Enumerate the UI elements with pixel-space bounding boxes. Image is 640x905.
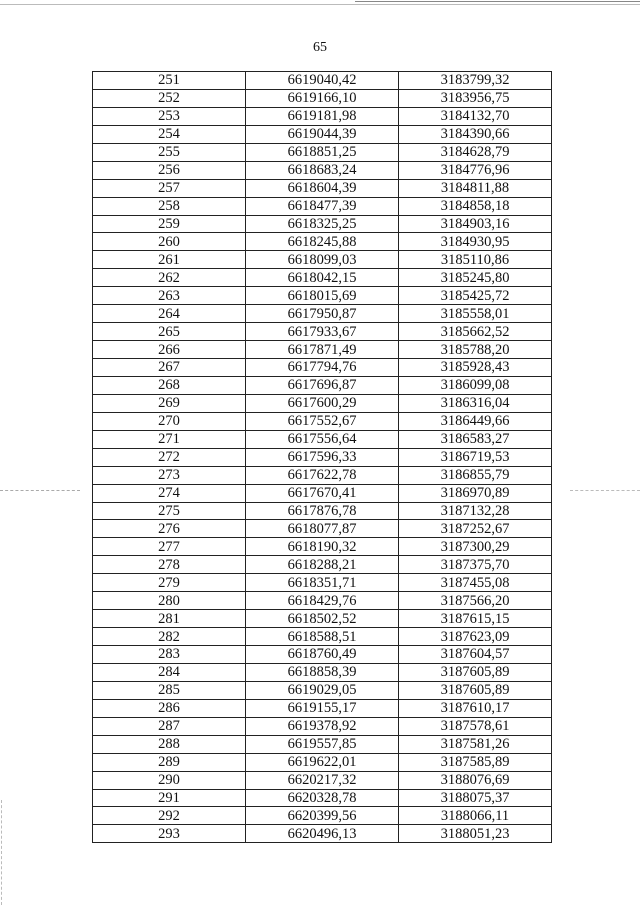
point-number-cell: 254 (93, 125, 246, 143)
table-row (93, 161, 552, 179)
y-coordinate-cell: 3185558,01 (399, 305, 552, 323)
scan-artifact-right (570, 490, 640, 492)
x-coordinate-cell: 6617871,49 (246, 341, 399, 359)
y-coordinate-cell: 3187615,15 (399, 610, 552, 628)
point-number-cell: 265 (93, 323, 246, 341)
table-row (93, 341, 552, 359)
point-number-cell: 255 (93, 143, 246, 161)
y-coordinate-cell: 3184776,96 (399, 161, 552, 179)
point-number-cell: 268 (93, 376, 246, 394)
x-coordinate-cell: 6618760,49 (246, 646, 399, 664)
y-coordinate-cell: 3187605,89 (399, 663, 552, 681)
x-coordinate-cell: 6618683,24 (246, 161, 399, 179)
x-coordinate-cell: 6617696,87 (246, 376, 399, 394)
y-coordinate-cell: 3186099,08 (399, 376, 552, 394)
y-coordinate-cell: 3184811,88 (399, 179, 552, 197)
table-row (93, 430, 552, 448)
point-number-cell: 272 (93, 448, 246, 466)
y-coordinate-cell: 3184930,95 (399, 233, 552, 251)
y-coordinate-cell: 3183799,32 (399, 72, 552, 90)
table-row (93, 179, 552, 197)
table-row (93, 107, 552, 125)
x-coordinate-cell: 6617596,33 (246, 448, 399, 466)
point-number-cell: 278 (93, 556, 246, 574)
table-row (93, 574, 552, 592)
point-number-cell: 291 (93, 789, 246, 807)
point-number-cell: 252 (93, 89, 246, 107)
y-coordinate-cell: 3186316,04 (399, 394, 552, 412)
x-coordinate-cell: 6618099,03 (246, 251, 399, 269)
x-coordinate-cell: 6619029,05 (246, 681, 399, 699)
top-edge-line-secondary (355, 1, 640, 2)
table-row (93, 538, 552, 556)
y-coordinate-cell: 3187604,57 (399, 646, 552, 664)
table-row (93, 394, 552, 412)
y-coordinate-cell: 3185245,80 (399, 269, 552, 287)
point-number-cell: 284 (93, 663, 246, 681)
x-coordinate-cell: 6619040,42 (246, 72, 399, 90)
point-number-cell: 293 (93, 825, 246, 843)
x-coordinate-cell: 6619166,10 (246, 89, 399, 107)
point-number-cell: 290 (93, 771, 246, 789)
point-number-cell: 262 (93, 269, 246, 287)
table-row (93, 663, 552, 681)
coordinates-table-body (93, 72, 552, 843)
point-number-cell: 251 (93, 72, 246, 90)
point-number-cell: 287 (93, 717, 246, 735)
point-number-cell: 258 (93, 197, 246, 215)
table-row (93, 125, 552, 143)
x-coordinate-cell: 6620496,13 (246, 825, 399, 843)
table-row (93, 717, 552, 735)
y-coordinate-cell: 3185928,43 (399, 359, 552, 377)
coordinates-table (92, 71, 552, 843)
x-coordinate-cell: 6618477,39 (246, 197, 399, 215)
y-coordinate-cell: 3187585,89 (399, 753, 552, 771)
y-coordinate-cell: 3185425,72 (399, 287, 552, 305)
y-coordinate-cell: 3187578,61 (399, 717, 552, 735)
point-number-cell: 267 (93, 359, 246, 377)
y-coordinate-cell: 3187610,17 (399, 699, 552, 717)
table-row (93, 412, 552, 430)
x-coordinate-cell: 6619181,98 (246, 107, 399, 125)
table-row (93, 251, 552, 269)
x-coordinate-cell: 6618851,25 (246, 143, 399, 161)
table-row (93, 628, 552, 646)
point-number-cell: 269 (93, 394, 246, 412)
x-coordinate-cell: 6618858,39 (246, 663, 399, 681)
point-number-cell: 288 (93, 735, 246, 753)
x-coordinate-cell: 6617876,78 (246, 502, 399, 520)
y-coordinate-cell: 3184390,66 (399, 125, 552, 143)
y-coordinate-cell: 3188066,11 (399, 807, 552, 825)
table-row (93, 197, 552, 215)
table-row (93, 323, 552, 341)
point-number-cell: 276 (93, 520, 246, 538)
scan-artifact-margin (1, 800, 3, 905)
x-coordinate-cell: 6620217,32 (246, 771, 399, 789)
table-row (93, 646, 552, 664)
point-number-cell: 270 (93, 412, 246, 430)
table-row (93, 753, 552, 771)
table-row (93, 807, 552, 825)
table-row (93, 215, 552, 233)
table-row (93, 681, 552, 699)
x-coordinate-cell: 6620399,56 (246, 807, 399, 825)
table-row (93, 269, 552, 287)
point-number-cell: 282 (93, 628, 246, 646)
y-coordinate-cell: 3185788,20 (399, 341, 552, 359)
table-row (93, 610, 552, 628)
x-coordinate-cell: 6619155,17 (246, 699, 399, 717)
table-row (93, 89, 552, 107)
top-edge-line (0, 4, 640, 5)
x-coordinate-cell: 6620328,78 (246, 789, 399, 807)
table-row (93, 771, 552, 789)
y-coordinate-cell: 3186583,27 (399, 430, 552, 448)
point-number-cell: 260 (93, 233, 246, 251)
point-number-cell: 280 (93, 592, 246, 610)
y-coordinate-cell: 3184132,70 (399, 107, 552, 125)
point-number-cell: 286 (93, 699, 246, 717)
table-row (93, 592, 552, 610)
point-number-cell: 283 (93, 646, 246, 664)
point-number-cell: 257 (93, 179, 246, 197)
page-number: 65 (313, 40, 327, 55)
x-coordinate-cell: 6618288,21 (246, 556, 399, 574)
point-number-cell: 256 (93, 161, 246, 179)
x-coordinate-cell: 6617950,87 (246, 305, 399, 323)
x-coordinate-cell: 6618429,76 (246, 592, 399, 610)
x-coordinate-cell: 6617552,67 (246, 412, 399, 430)
y-coordinate-cell: 3185110,86 (399, 251, 552, 269)
y-coordinate-cell: 3186970,89 (399, 484, 552, 502)
point-number-cell: 259 (93, 215, 246, 233)
y-coordinate-cell: 3184628,79 (399, 143, 552, 161)
y-coordinate-cell: 3187300,29 (399, 538, 552, 556)
x-coordinate-cell: 6618077,87 (246, 520, 399, 538)
x-coordinate-cell: 6618245,88 (246, 233, 399, 251)
x-coordinate-cell: 6618325,25 (246, 215, 399, 233)
table-row (93, 502, 552, 520)
point-number-cell: 263 (93, 287, 246, 305)
y-coordinate-cell: 3186449,66 (399, 412, 552, 430)
y-coordinate-cell: 3187605,89 (399, 681, 552, 699)
point-number-cell: 279 (93, 574, 246, 592)
x-coordinate-cell: 6617622,78 (246, 466, 399, 484)
table-row (93, 287, 552, 305)
scan-artifact-left (0, 490, 80, 492)
x-coordinate-cell: 6619557,85 (246, 735, 399, 753)
table-row (93, 233, 552, 251)
y-coordinate-cell: 3188075,37 (399, 789, 552, 807)
y-coordinate-cell: 3187623,09 (399, 628, 552, 646)
x-coordinate-cell: 6618604,39 (246, 179, 399, 197)
table-row (93, 520, 552, 538)
point-number-cell: 266 (93, 341, 246, 359)
table-row (93, 143, 552, 161)
table-row (93, 72, 552, 90)
point-number-cell: 281 (93, 610, 246, 628)
x-coordinate-cell: 6617670,41 (246, 484, 399, 502)
y-coordinate-cell: 3183956,75 (399, 89, 552, 107)
table-row (93, 825, 552, 843)
point-number-cell: 275 (93, 502, 246, 520)
table-row (93, 789, 552, 807)
y-coordinate-cell: 3184858,18 (399, 197, 552, 215)
point-number-cell: 285 (93, 681, 246, 699)
point-number-cell: 274 (93, 484, 246, 502)
y-coordinate-cell: 3186719,53 (399, 448, 552, 466)
table-row (93, 735, 552, 753)
y-coordinate-cell: 3186855,79 (399, 466, 552, 484)
x-coordinate-cell: 6618190,32 (246, 538, 399, 556)
point-number-cell: 292 (93, 807, 246, 825)
x-coordinate-cell: 6618015,69 (246, 287, 399, 305)
y-coordinate-cell: 3185662,52 (399, 323, 552, 341)
y-coordinate-cell: 3188051,23 (399, 825, 552, 843)
y-coordinate-cell: 3188076,69 (399, 771, 552, 789)
table-row (93, 448, 552, 466)
y-coordinate-cell: 3187252,67 (399, 520, 552, 538)
point-number-cell: 261 (93, 251, 246, 269)
point-number-cell: 271 (93, 430, 246, 448)
x-coordinate-cell: 6617794,76 (246, 359, 399, 377)
x-coordinate-cell: 6618042,15 (246, 269, 399, 287)
x-coordinate-cell: 6617933,67 (246, 323, 399, 341)
table-row (93, 466, 552, 484)
x-coordinate-cell: 6618588,51 (246, 628, 399, 646)
x-coordinate-cell: 6617556,64 (246, 430, 399, 448)
table-row (93, 305, 552, 323)
point-number-cell: 264 (93, 305, 246, 323)
x-coordinate-cell: 6618502,52 (246, 610, 399, 628)
y-coordinate-cell: 3187132,28 (399, 502, 552, 520)
point-number-cell: 273 (93, 466, 246, 484)
table-row (93, 376, 552, 394)
x-coordinate-cell: 6619622,01 (246, 753, 399, 771)
table-row (93, 699, 552, 717)
y-coordinate-cell: 3187581,26 (399, 735, 552, 753)
table-row (93, 359, 552, 377)
y-coordinate-cell: 3187455,08 (399, 574, 552, 592)
point-number-cell: 277 (93, 538, 246, 556)
x-coordinate-cell: 6619378,92 (246, 717, 399, 735)
point-number-cell: 253 (93, 107, 246, 125)
y-coordinate-cell: 3184903,16 (399, 215, 552, 233)
y-coordinate-cell: 3187375,70 (399, 556, 552, 574)
x-coordinate-cell: 6618351,71 (246, 574, 399, 592)
point-number-cell: 289 (93, 753, 246, 771)
x-coordinate-cell: 6617600,29 (246, 394, 399, 412)
y-coordinate-cell: 3187566,20 (399, 592, 552, 610)
table-row (93, 556, 552, 574)
x-coordinate-cell: 6619044,39 (246, 125, 399, 143)
table-row (93, 484, 552, 502)
